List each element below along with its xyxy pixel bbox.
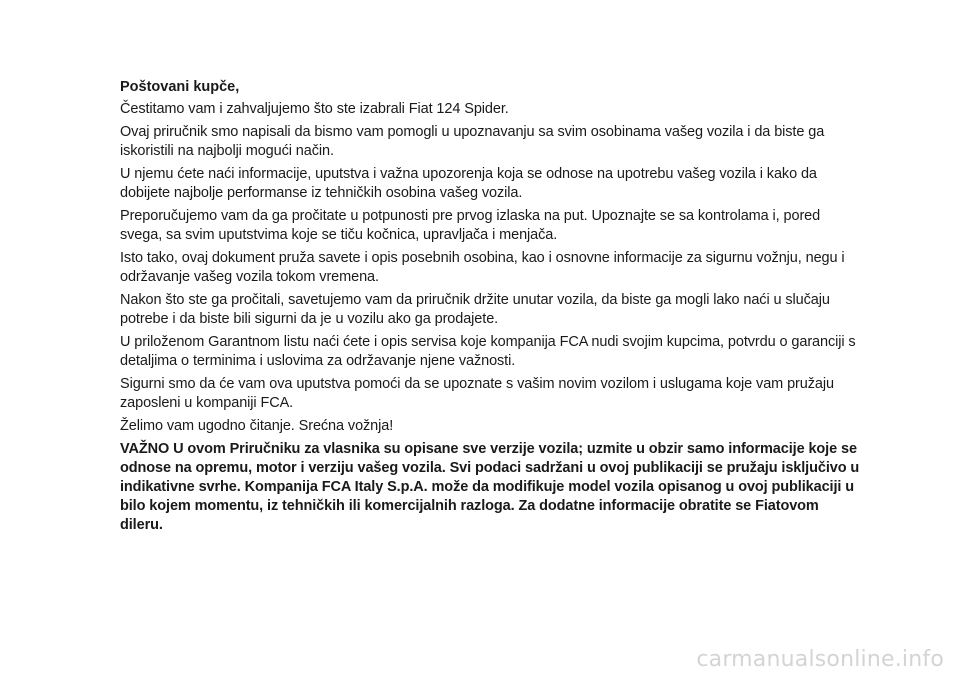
watermark-text: carmanualsonline.info bbox=[696, 647, 944, 672]
document-page bbox=[120, 76, 860, 535]
paragraph-contents: U njemu ćete naći informacije, uputstva i važna upozorenja koja se odnose na upotrebu vašeg vozila i kako da dobijete najbolje performanse iz tehničkih osobina vašeg vozila. bbox=[120, 166, 817, 201]
important-note: VAŽNO U ovom Priručniku za vlasnika su opisane sve verzije vozila; uzmite u obzir samo informacije koje se odnose na opremu, motor i verziju vašeg vozila. Svi podaci sadržani u ovoj publikaciji se pružaju isključivo u indikativne svrhe. Kompanija FCA Italy S.p.A. može da modifikuje model vozila opisanog u ovoj publikaciji u bilo kojem momentu, iz tehničkih ili komercijalnih razloga. Za dodatne informacije obratite se Fiatovom dileru. bbox=[120, 441, 860, 533]
paragraph-congratulations: Čestitamo vam i zahvaljujemo što ste izabrali Fiat 124 Spider. bbox=[120, 101, 509, 117]
paragraph-confidence: Sigurni smo da će vam ova uputstva pomoći da se upoznate s vašim novim vozilom i uslugama koje vam pružaju zaposleni u kompaniji FCA. bbox=[120, 376, 834, 411]
paragraph-purpose: Ovaj priručnik smo napisali da bismo vam pomogli u upoznavanju sa svim osobinama vašeg vozila i da biste ga iskoristili na najbolji mogući način. bbox=[120, 124, 825, 159]
paragraph-keep-in-vehicle: Nakon što ste ga pročitali, savetujemo vam da priručnik držite unutar vozila, da biste ga mogli lako naći u slučaju potrebe i da biste bili sigurni da je u vozilu ako ga prodajete. bbox=[120, 292, 830, 327]
paragraph-recommendation: Preporučujemo vam da ga pročitate u potpunosti pre prvog izlaska na put. Upoznajte se sa kontrolama i, pored svega, sa svim uputstvima koje se tiču kočnica, upravljača i menjača. bbox=[120, 208, 821, 243]
paragraph-closing: Želimo vam ugodno čitanje. Srećna vožnja! bbox=[120, 418, 394, 434]
paragraph-advice: Isto tako, ovaj dokument pruža savete i opis posebnih osobina, kao i osnovne informacije za sigurnu vožnju, negu i održavanje vašeg vozila tokom vremena. bbox=[120, 250, 845, 285]
greeting-heading: Poštovani kupče, bbox=[120, 79, 240, 95]
paragraph-warranty: U priloženom Garantnom listu naći ćete i opis servisa koje kompanija FCA nudi svojim kupcima, potvrdu o garanciji s detaljima o terminima i uslovima za održavanje njene važnosti. bbox=[120, 334, 856, 369]
